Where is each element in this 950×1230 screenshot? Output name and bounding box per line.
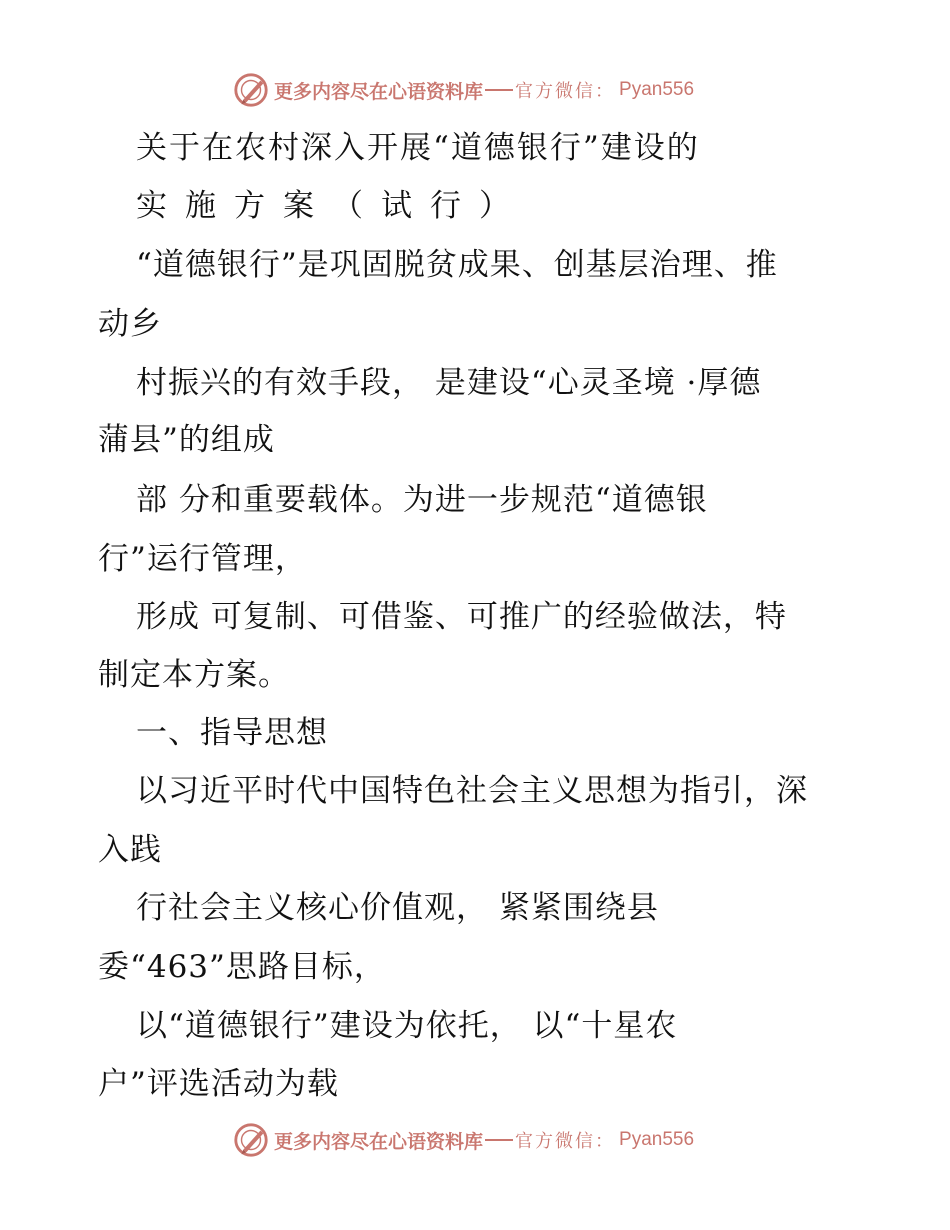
- body-text-line: 形成 可复制、可借鉴、可推广的经验做法，特: [136, 599, 787, 635]
- watermark-dash: [485, 1139, 513, 1141]
- body-text-line: 入践: [98, 832, 162, 868]
- body-text-line: 蒲县”的组成: [98, 422, 275, 458]
- body-text-line: 行社会主义核心价值观， 紧紧围绕县: [136, 890, 659, 926]
- body-text-line: 行”运行管理，: [98, 541, 307, 577]
- body-text-line: 以习近平时代中国特色社会主义思想为指引，深: [136, 773, 808, 809]
- body-text-line: 制定本方案。: [98, 657, 290, 693]
- footer-watermark-banner: [232, 1120, 752, 1160]
- body-text-line: 户”评选活动为载: [98, 1066, 339, 1102]
- pen-circle-logo-icon: [232, 71, 270, 109]
- section-heading: 一、指导思想: [136, 715, 328, 751]
- watermark-brand-text: 更多内容尽在心语资料库: [274, 1130, 484, 1153]
- document-title-line-1: 关于在农村深入开展“道德银行”建设的: [136, 130, 700, 166]
- body-text-line: 委“463”思路目标，: [98, 949, 386, 985]
- watermark-brand-text: 更多内容尽在心语资料库: [274, 80, 484, 103]
- watermark-wechat-id: Pyan556: [619, 1129, 695, 1150]
- body-text-line: “道德银行”是巩固脱贫成果、创基层治理、推: [136, 247, 778, 283]
- header-watermark-banner: [232, 70, 752, 110]
- body-text-line: 部 分和重要载体。为进一步规范“道德银: [136, 482, 708, 518]
- document-title-line-2: 实施方案（试行）: [136, 188, 528, 224]
- watermark-wechat-label: 官方微信：: [515, 81, 616, 102]
- body-text-line: 村振兴的有效手段， 是建设“心灵圣境 ·厚德: [136, 365, 762, 401]
- watermark-dash: [485, 89, 513, 91]
- body-text-line: 动乡: [98, 306, 162, 342]
- pen-circle-logo-icon: [232, 1121, 270, 1159]
- watermark-wechat-id: Pyan556: [619, 79, 695, 100]
- body-text-line: 以“道德银行”建设为依托， 以“十星农: [136, 1008, 678, 1044]
- watermark-wechat-label: 官方微信：: [515, 1131, 616, 1152]
